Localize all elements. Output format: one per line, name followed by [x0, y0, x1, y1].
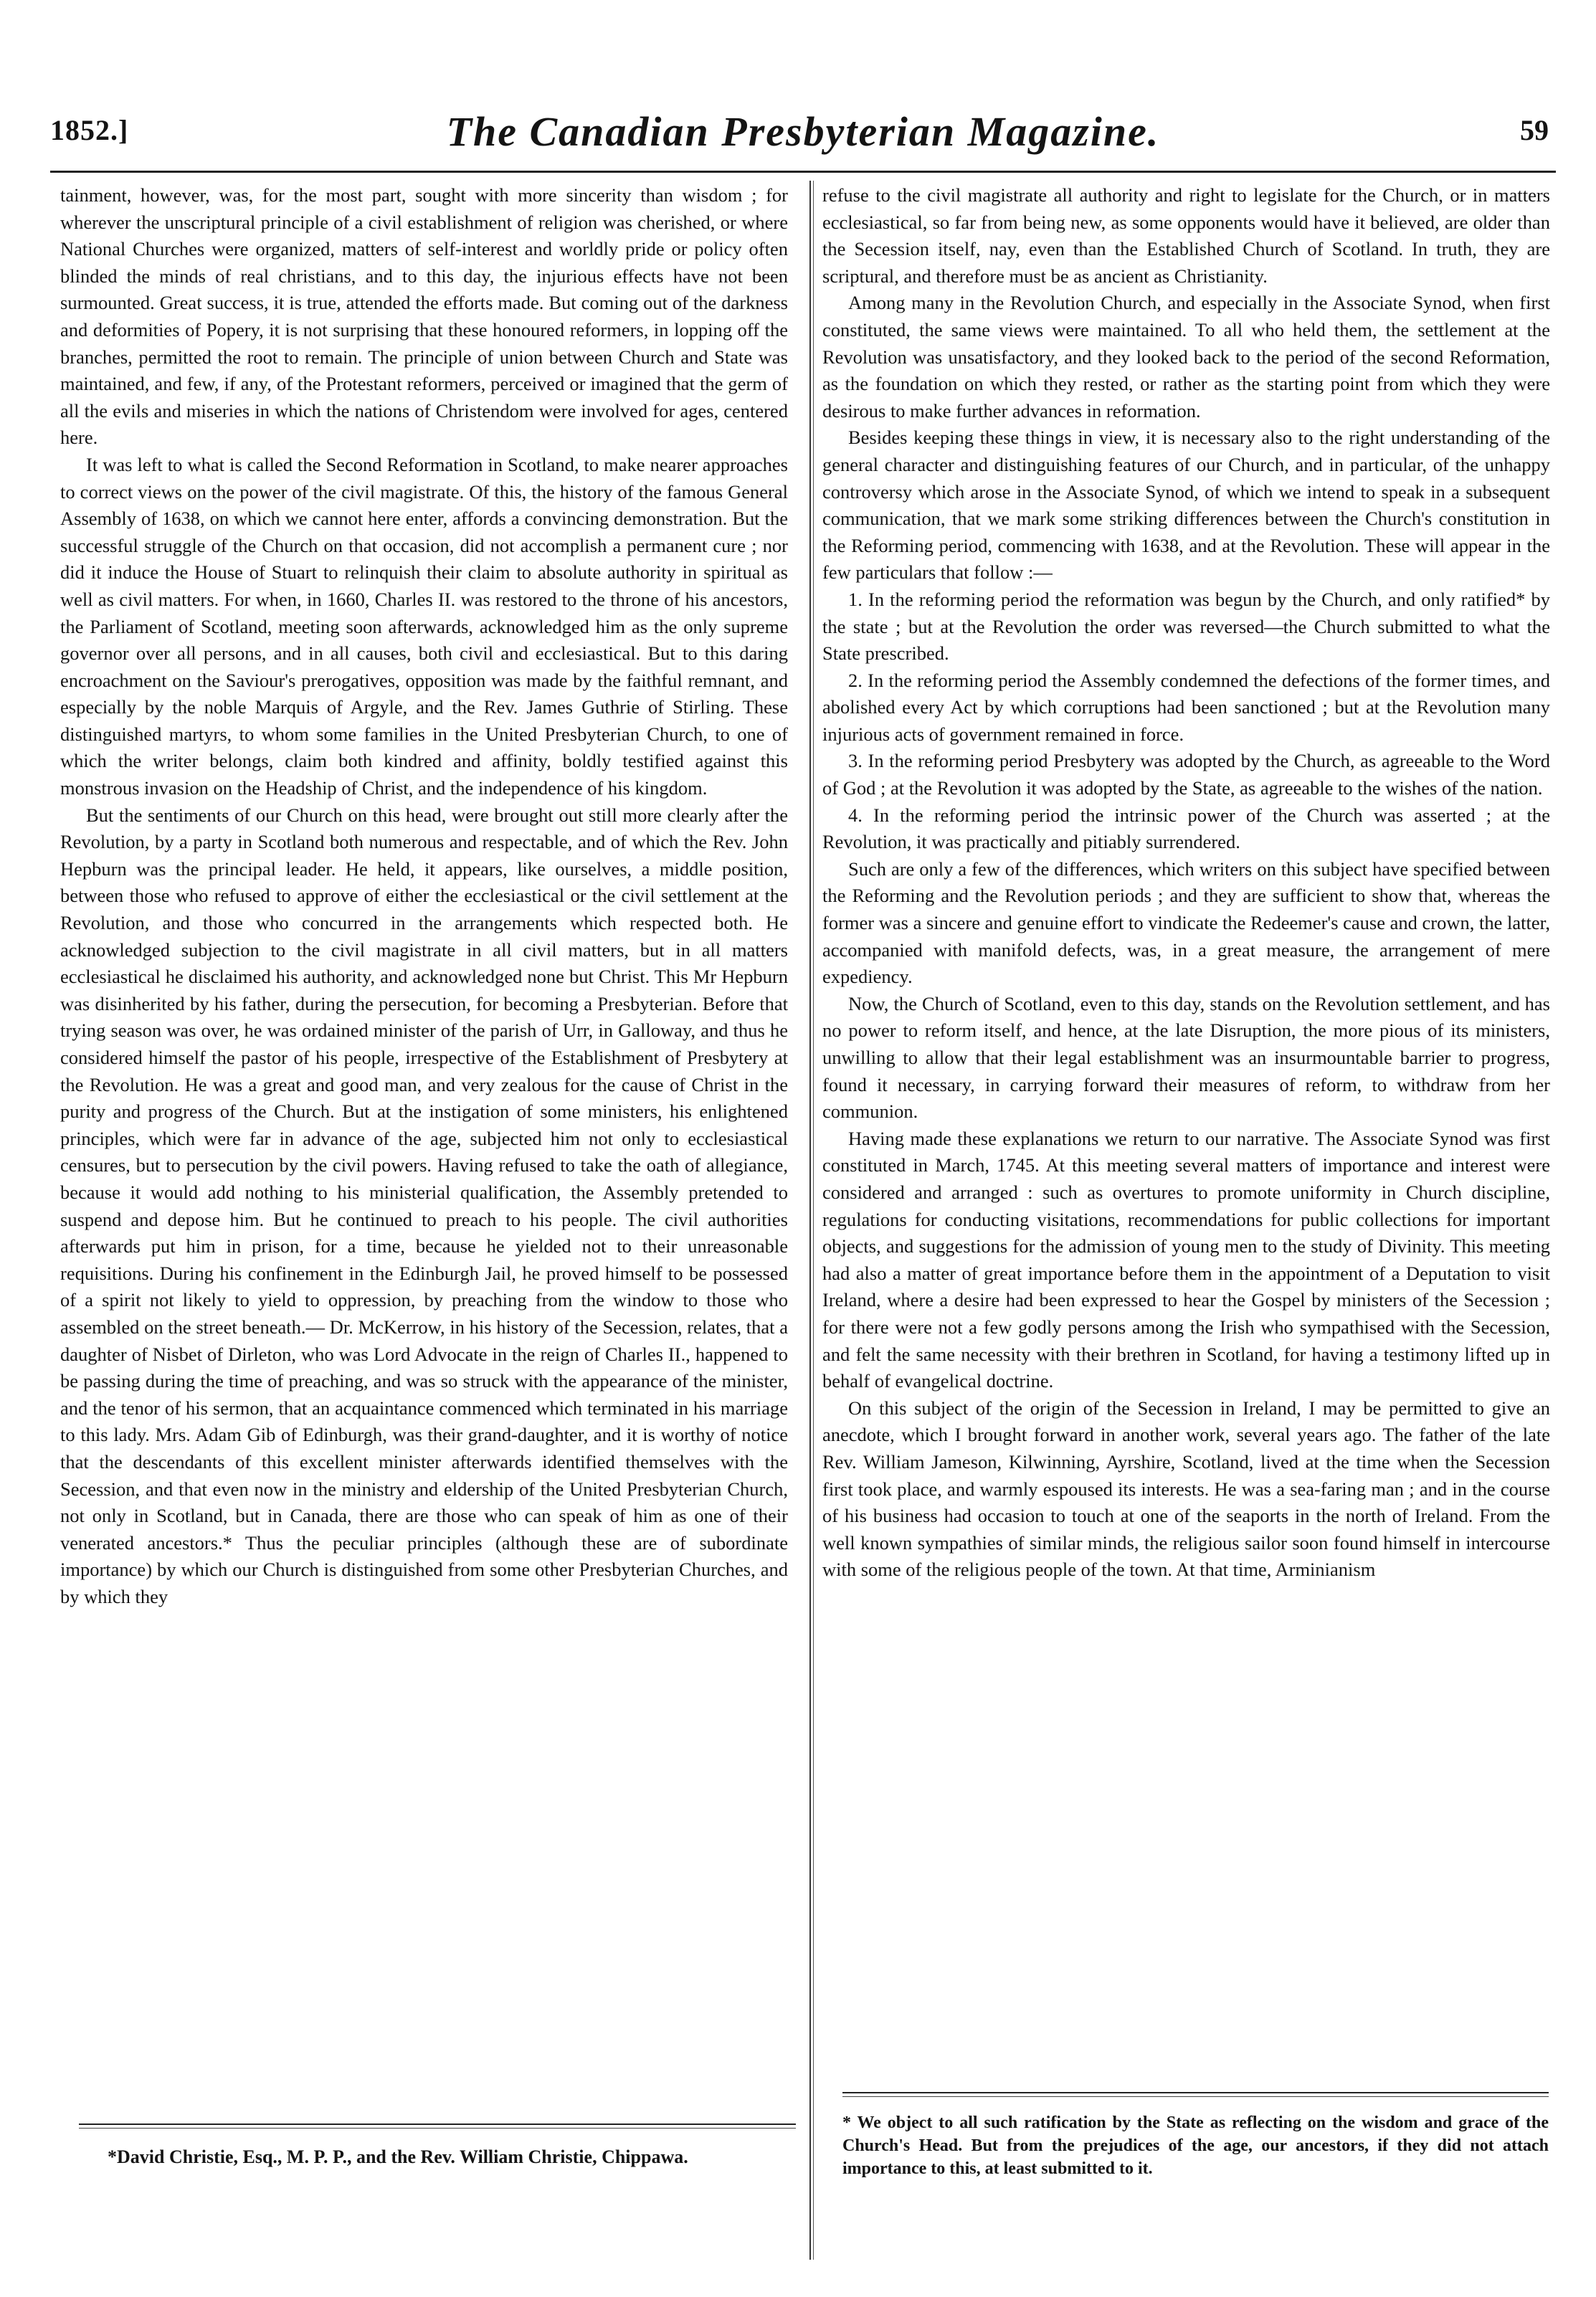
right-paragraph-10: Having made these explanations we return to our narrative. The Associate Synod was first constituted in March, 1745. At this meeting several matters of importance and interest were considered and arranged : such as overtures to promote uniformity in Church discipline, regulations for conducting visitations, recommendations for public collections for important objects, and suggestions for the admission of young men to the study of Divinity. This meeting had also a matter of great importance before them in the appointment of a Deputation to visit Ireland, where a desire had been expressed to hear the Gospel by ministers of the Secession ; for there were not a few godly persons among the Irish who sympathised with the Secession, and felt the same necessity with their brethren in Scotland, for having a testimony lifted up in behalf of evangelical doctrine. [822, 1127, 1550, 1392]
right-paragraph-6: 3. In the reforming period Presbytery was adopted by the Church, as agreeable to the Word of God ; at the Revolution it was adopted by the State, as agreeable to the wishes of the nation. [822, 750, 1550, 799]
left-footnote-rule [79, 2124, 796, 2125]
right-paragraph-8: Such are only a few of the differences, which writers on this subject have specified between the Reforming and the Revolution periods ; and they are sufficient to show that, whereas the former was a sincere and genuine effort to vindicate the Redeemer's cause and crown, the latter, accompanied with manifold defects, was, in a great measure, the arrangement of mere expediency. [822, 857, 1550, 988]
right-paragraph-5: 2. In the reforming period the Assembly condemned the defections of the former times, and abolished every Act by which corruptions had been sanctioned ; but at the Revolution many injurious acts of government remained in force. [822, 669, 1550, 745]
right-footnote-rule-thin [842, 2096, 1549, 2097]
left-paragraph-3: But the sentiments of our Church on this head, were brought out still more clearly after the Revolution, by a party in Scotland both numerous and respectable, and of which the Rev. John Hepburn was the principal leader. He held, it appears, like ourselves, a middle position, between those who refused to approve of either the ecclesiastical or the civil settlement at the Revolution, and those who concurred in the arrangements which respected both. He acknowledged subjection to the civil magistrate in all civil matters, but in all matters ecclesiastical he disclaimed his authority, and acknowledged none but Christ. This Mr Hepburn was disinherited by his father, during the persecution, for becoming a Presbyterian. Before that trying season was over, he was ordained minister of the parish of Urr, in Galloway, and thus he considered himself the pastor of his people, irrespective of the Establishment of Presbytery at the Revolution. He was a great and good man, and very zealous for the cause of Christ in the purity and progress of the Church. But at the instigation of some ministers, his enlightened principles, which were far in advance of the age, subjected him not only to ecclesiastical censures, but to persecution by the civil powers. Having refused to take the oath of allegiance, because it would add nothing to his ministerial qualification, the Assembly pretended to suspend and depose him. But he continued to preach to his people. The civil authorities afterwards put him in prison, for a time, because he yielded not to their unreasonable requisitions. During his confinement in the Edinburgh Jail, he proved himself to be possessed of a spirit not likely to yield to oppression, by preaching from the window to those who assembled on the street beneath.— Dr. McKerrow, in his history of the Secession, relates, that a daughter of Nisbet of Dirleton, who was Lord Advocate in the reign of Charles II., happened to be passing during the time of preaching, and was so struck with the appearance of the minister, and the tenor of his sermon, that an acquaintance commenced which terminated in his marriage to this lady. Mrs. Adam Gib of Edinburgh, was their grand-daughter, and it is worthy of notice that the descendants of this excellent minister afterwards identified themselves with the Secession, and that even now in the ministry and eldership of the United Presbyterian Church, not only in Scotland, but in Canada, there are those who can speak of him as one of their venerated ancestors.* Thus the peculiar principles (although these are of subordinate importance) by which our Church is distinguished from some other Presbyterian Churches, and by which they [60, 804, 788, 1607]
magazine-title: The Canadian Presbyterian Magazine. [446, 108, 1160, 155]
left-paragraph-1: tainment, however, was, for the most part, sought with more sincerity than wisdom ; for wherever the unscriptural principle of a civil establishment of religion was cherished, or where National Churches were organized, matters of self-interest and worldly pride or policy often blinded the minds of real christians, and to this day, the injurious effects have not been surmounted. Great success, it is true, attended the efforts made. But coming out of the darkness and deformities of Popery, it is not surprising that these honoured reformers, in lopping off the branches, permitted the root to remain. The principle of union between Church and State was maintained, and few, if any, of the Protestant reformers, perceived or imagined that the germ of all the evils and miseries in which the nations of Christendom were involved for ages, centered here. [60, 184, 788, 449]
column-divider [809, 181, 811, 2260]
right-paragraph-2: Among many in the Revolution Church, and especially in the Associate Synod, when first constituted, the same views were maintained. To all who held them, the settlement at the Revolution was unsatisfactory, and they looked back to the period of the second Reformation, as the foundation on which they rested, or rather as the starting point from which they were desirous to make further advances in reformation. [822, 292, 1550, 422]
right-footnote: * We object to all such ratification by the State as reflecting on the wisdom and grace of the Church's Head. But from the prejudices of the age, our ancestors, if they did not attach importance to this, at least submitted to it. [842, 2113, 1549, 2178]
left-footnote: *David Christie, Esq., M. P. P., and the Rev. William Christie, Chippawa. [108, 2146, 688, 2167]
column-divider-inner [813, 181, 814, 2260]
left-paragraph-2: It was left to what is called the Second Reformation in Scotland, to make nearer approaches to correct views on the power of the civil magistrate. Of this, the history of the famous General Assembly of 1638, on which we cannot here enter, affords a convincing demonstration. But the successful struggle of the Church on that occasion, did not accomplish a permanent cure ; nor did it induce the House of Stuart to relinquish their claim to absolute authority in spiritual as well as civil matters. For when, in 1660, Charles II. was restored to the throne of his ancestors, the Parliament of Scotland, meeting soon afterwards, acknowledged him as the only supreme governor over all persons, and in all causes, both civil and ecclesiastical. But to this daring encroachment on the Saviour's prerogatives, opposition was made by the faithful remnant, and especially by the noble Marquis of Argyle, and the Rev. James Guthrie of Stirling. These distinguished martyrs, to whom some families in the United Presbyterian Church, to one of which the writer belongs, claim both kindred and affinity, boldly testified against this monstrous invasion on the Headship of Christ, and the independence of his kingdom. [60, 453, 788, 799]
page-number: 59 [1520, 114, 1549, 146]
right-paragraph-7: 4. In the reforming period the intrinsic power of the Church was asserted ; at the Revolution, it was practically and pitiably surrendered. [822, 804, 1550, 853]
right-paragraph-11: On this subject of the origin of the Secession in Ireland, I may be permitted to give an anecdote, which I brought forward in another work, several years ago. The father of the late Rev. William Jameson, Kilwinning, Ayrshire, Scotland, lived at the time when the Secession first took place, and warmly espoused its interests. He was a sea-faring man ; and in the course of his business had occasion to touch at one of the seaports in the north of Ireland. From the well known sympathies of similar minds, the religious sailor soon found himself in intercourse with some of the religious people of the town. At that time, Arminianism [822, 1397, 1550, 1581]
left-footnote-rule-thin [79, 2128, 796, 2129]
left-column [60, 182, 788, 1610]
right-paragraph-1: refuse to the civil magistrate all authority and right to legislate for the Church, or in matters ecclesiastical, so far from being new, as some opponents would have it believed, are older than the Secession itself, nay, even than the Established Church of Scotland. In truth, they are scriptural, and therefore must be as ancient as Christianity. [822, 184, 1550, 287]
right-footnote-rule [842, 2092, 1549, 2093]
right-paragraph-9: Now, the Church of Scotland, even to this day, stands on the Revolution settlement, and has no power to reform itself, and hence, at the late Disruption, the more pious of its ministers, unwilling to allow that their legal establishment was an insurmountable barrier to progress, found it necessary, in carrying forward their measures of reform, to withdraw from her communion. [822, 992, 1550, 1123]
header-year: 1852.] [50, 114, 129, 146]
header-rule [50, 171, 1556, 173]
right-paragraph-4: 1. In the reforming period the reformation was begun by the Church, and only ratified* by the state ; but at the Revolution the order was reversed—the Church submitted to what the State prescribed. [822, 588, 1550, 665]
page-header [50, 108, 1556, 172]
right-paragraph-3: Besides keeping these things in view, it is necessary also to the right understanding of the general character and distinguishing features of our Church, and in particular, of the unhappy controversy which arose in the Associate Synod, of which we intend to speak in a subsequent communication, that we mark some striking differences between the Church's constitution in the Reforming period, commencing with 1638, and at the Revolution. These will appear in the few particulars that follow :— [822, 427, 1550, 584]
right-column [822, 182, 1550, 1584]
